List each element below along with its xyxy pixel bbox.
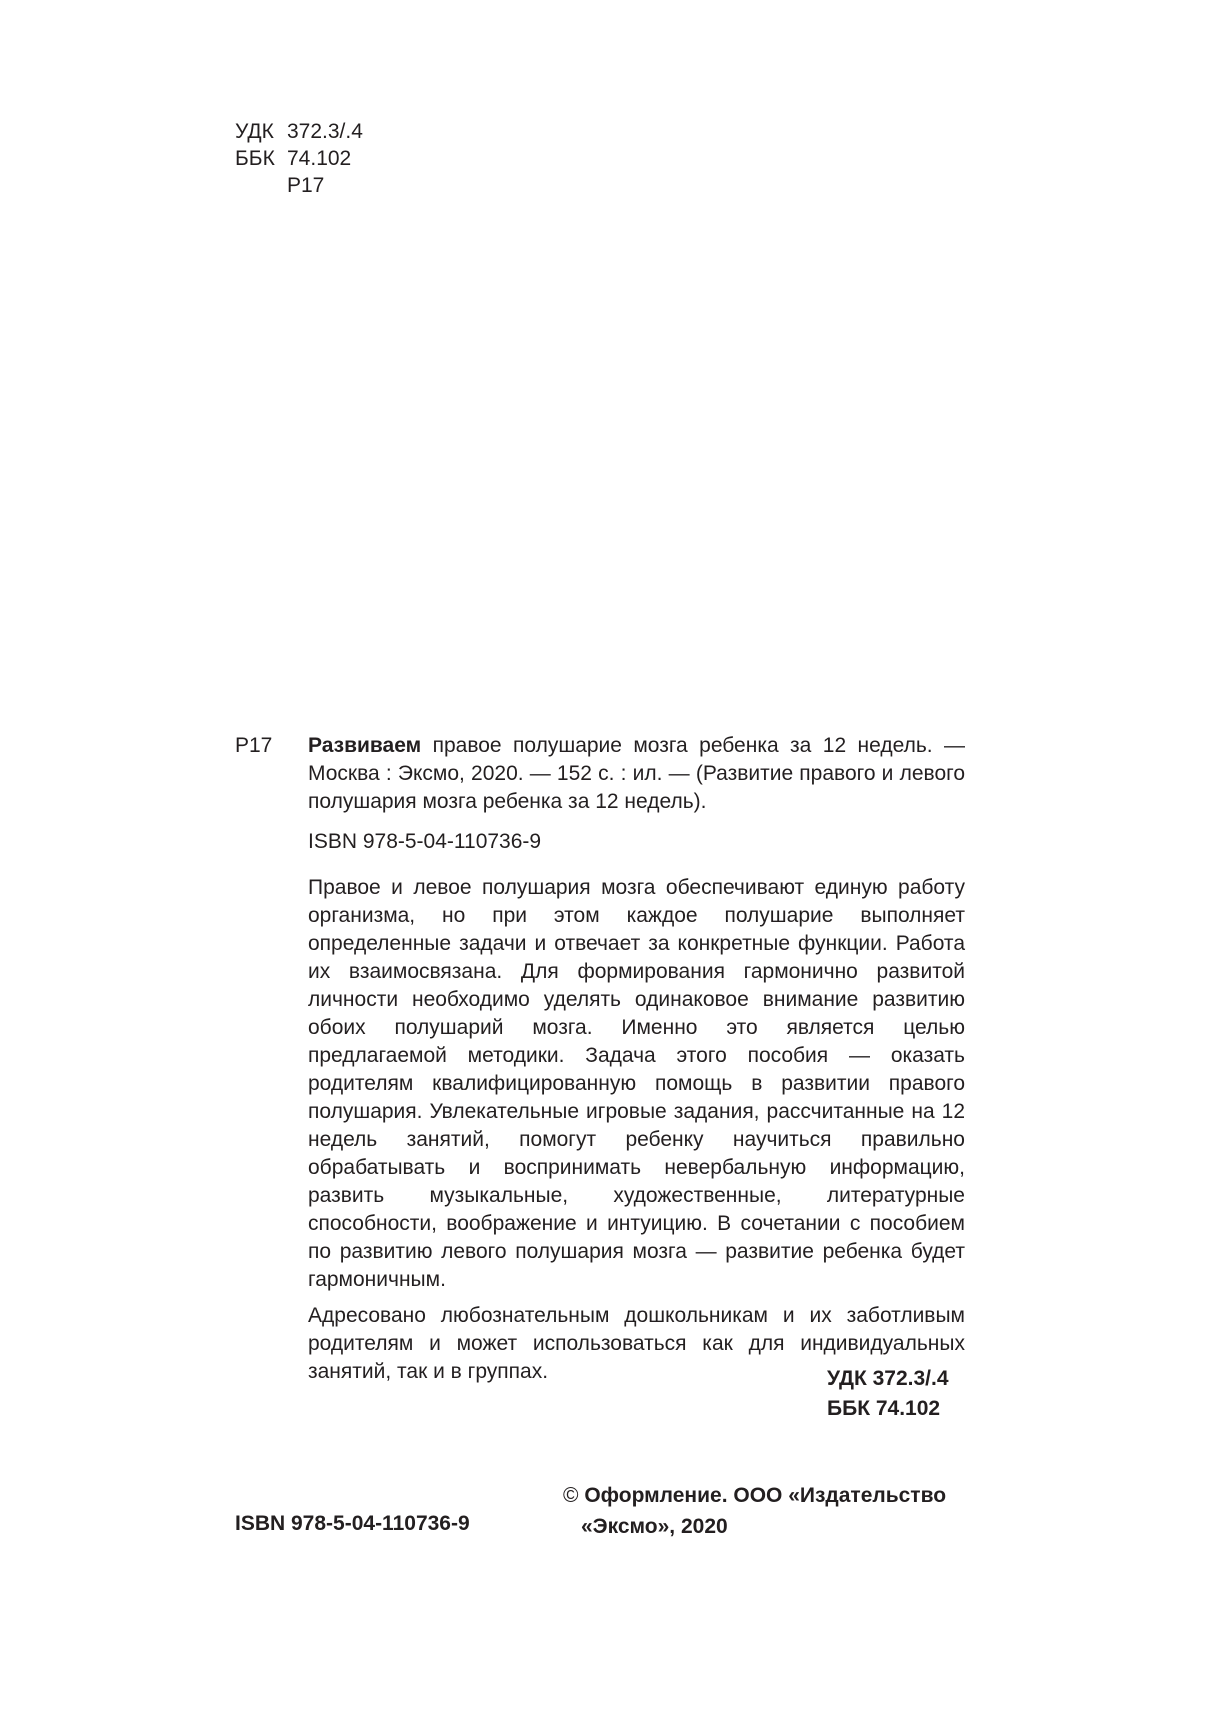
isbn-bottom: ISBN 978-5-04-110736-9 [235, 1512, 470, 1535]
copyright-line-2: «Эксмо», 2020 [581, 1515, 728, 1538]
bibliographic-entry [235, 732, 965, 1386]
copyright-notice [563, 1480, 946, 1542]
bbk-code-bottom: ББК 74.102 [827, 1397, 941, 1420]
classification-codes-bottom [827, 1364, 949, 1424]
udk-code-top: УДК 372.3/.4 [235, 120, 363, 143]
copyright-symbol: © [563, 1484, 579, 1507]
bibliographic-description [235, 732, 965, 816]
cutter-code: Р17 [235, 734, 273, 757]
bibliographic-rest: правое полушарие мозга ребенка за 12 недель. — Москва : Эксмо, 2020. — 152 с. : ил. — (Развитие правого и левого полушария мозга ребенка за 12 недель). [308, 734, 965, 813]
bbk-code-top: ББК 74.102 [235, 147, 352, 170]
book-title-bold: Развиваем [308, 734, 422, 757]
classification-codes-top [235, 118, 363, 199]
udk-code-bottom: УДК 372.3/.4 [827, 1367, 949, 1390]
cutter-code-top: Р17 [287, 174, 325, 197]
annotation-paragraph-2: Адресовано любознательным дошкольникам и их заботливым родителям и может использоваться как для индивидуальных занятий, так и в группах. [308, 1304, 965, 1383]
annotation-paragraph-1: Правое и левое полушария мозга обеспечивают единую работу организма, но при этом каждое полушарие выполняет определенные задачи и отвечает за конкретные функции. Работа их взаимосвязана. Для формирования гармонично развитой личности необходимо уделять одинаковое внимание развитию обоих полушарий мозга. Именно это является целью предлагаемой методики. Задача этого пособия — оказать родителям квалифицированную помощь в развитии правого полушария. Увлекательные игровые задания, рассчитанные на 12 недель занятий, помогут ребенку научиться правильно обрабатывать и воспринимать невербальную информацию, развить музыкальные, художественные, литературные способности, воображение и интуицию. В сочетании с пособием по развитию левого полушария мозга — развитие ребенка будет гармоничным. [308, 876, 965, 1291]
isbn-entry: ISBN 978-5-04-110736-9 [308, 830, 542, 853]
copyright-line-1: © Оформление. ООО «Издательство [563, 1484, 947, 1507]
